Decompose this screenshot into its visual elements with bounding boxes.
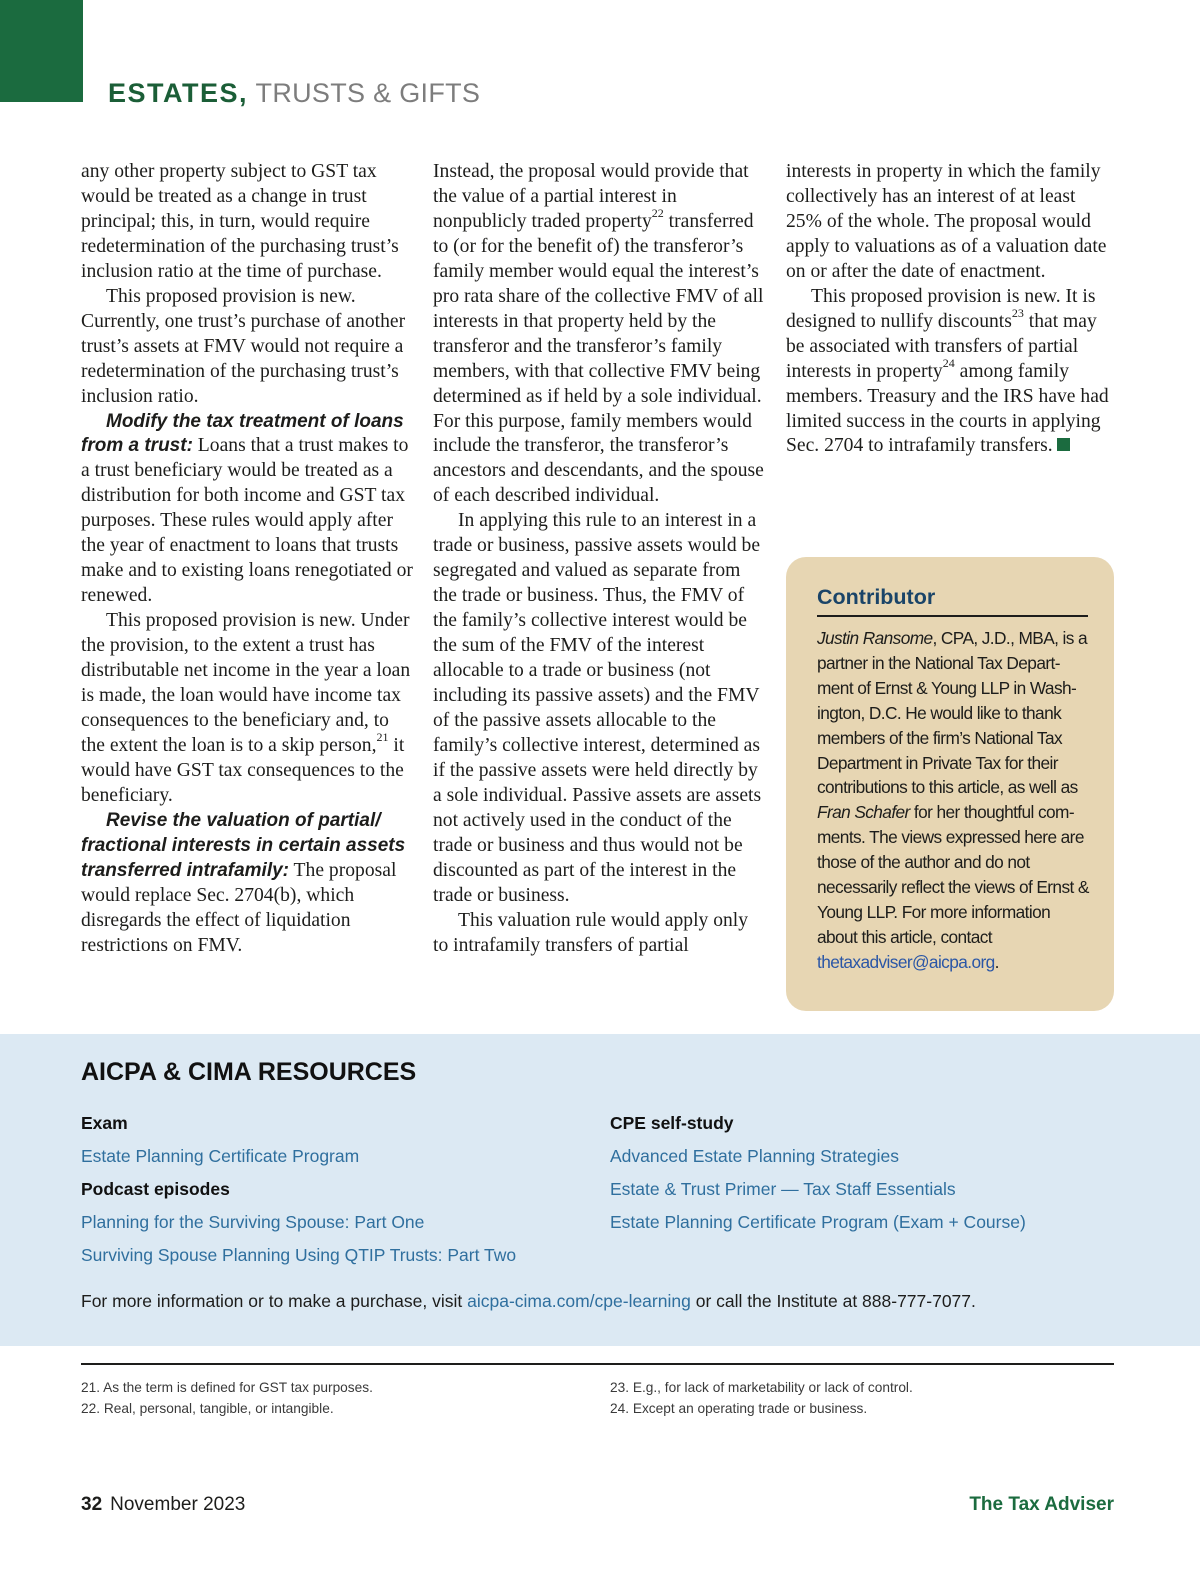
section-header-light: TRUSTS & GIFTS xyxy=(255,78,481,108)
contributor-text-2: for her thoughtful comments. The views expressed here are those of the author and do not necessarily reflect the views of Ernst & Young LLP. For more information about this article, contact xyxy=(817,802,1089,947)
resources-cpe-link-1[interactable]: Advanced Estate Planning Strategies xyxy=(610,1146,899,1166)
section-color-block xyxy=(0,0,83,102)
contributor-thanked: Fran Schafer xyxy=(817,802,910,823)
col2-paragraph-1-text-b: transferred to (or for the benefit of) the transferor’s family member would equal the interest’s pro rata share of the collective FMV of all interests in that property held by the transferor and the transferor’s family members, with that collective FMV being determined as if held by a sole individual. For this purpose, family members would include the transferor, the transferor’s ancestors and descendants, and the spouse of each described individual. xyxy=(433,210,764,507)
page-number: 32 xyxy=(81,1494,103,1515)
column-3 xyxy=(786,160,1116,459)
footnote-divider xyxy=(81,1363,1114,1365)
footnote-ref-22[interactable]: 22 xyxy=(651,206,664,221)
footnote-21: 21. As the term is defined for GST tax purposes. xyxy=(81,1380,373,1395)
col3-paragraph-2-text-c: among family members. Treasury and the IRS have had limited success in the courts in applying Sec. 2704 to intrafamily transfers. xyxy=(786,360,1109,457)
contributor-text-1: , CPA, J.D., MBA, is a partner in the National Tax Department of Ernst & Young LLP in Washington, D.C. He would like to thank members of the firm’s National Tax Department in Private Tax for their contributions to this article, as well as xyxy=(817,628,1088,798)
col1-paragraph-3 xyxy=(81,410,416,610)
footnote-22: 22. Real, personal, tangible, or intangible. xyxy=(81,1401,334,1416)
resources-cpe-link-2[interactable]: Estate & Trust Primer — Tax Staff Essentials xyxy=(610,1179,956,1199)
col2-paragraph-2: In applying this rule to an interest in a trade or business, passive assets would be segregated and valued as separate from the trade or business. Thus, the FMV of the family’s collective interest would be the sum of the FMV of the interest allocable to a trade or business (not including its passive assets) and the FMV of the passive assets allocable to the family’s collective interest, determined as if the passive assets were held directly by a sole individual. Passive assets are assets not actively used in the conduct of the trade or business and thus would not be discounted as part of the interest in the trade or business. xyxy=(433,510,762,906)
resources-footer-text-b: or call the Institute at 888-777-7077. xyxy=(690,1291,976,1311)
resources-cpe-link-3[interactable]: Estate Planning Certificate Program (Exam + Course) xyxy=(610,1212,1026,1232)
column-1 xyxy=(81,160,416,959)
runin-loans-heading: Modify the tax treatment of loans from a trust: xyxy=(81,410,404,457)
footnote-ref-21[interactable]: 21 xyxy=(376,730,389,745)
resources-cpe-heading: CPE self-study xyxy=(610,1113,734,1133)
contributor-title: Contributor xyxy=(817,582,1088,617)
resources-exam-heading: Exam xyxy=(81,1113,128,1133)
col1-paragraph-5-text: The proposal would replace Sec. 2704(b), which disregards the effect of liquidation restrictions on FMV. xyxy=(81,859,397,956)
col2-paragraph-1-text-a: Instead, the proposal would provide that the value of a partial interest in nonpublicly traded property xyxy=(433,161,749,232)
resources-podcast-heading: Podcast episodes xyxy=(81,1179,230,1199)
resources-footer-text-a: For more information or to make a purchase, visit xyxy=(81,1291,468,1311)
contributor-email-link[interactable]: thetaxadviser@aicpa.org xyxy=(817,951,995,972)
col1-paragraph-4 xyxy=(81,609,416,809)
footnote-24: 24. Except an operating trade or business. xyxy=(610,1401,868,1416)
resources-panel xyxy=(0,1034,1200,1346)
col1-paragraph-3-text: Loans that a trust makes to a trust beneficiary would be treated as a distribution for both income and GST tax purposes. These rules would apply after the year of enactment to loans that trusts make and to existing loans renegotiated or renewed. xyxy=(81,435,413,607)
contributor-period: . xyxy=(994,951,999,972)
end-of-article-mark xyxy=(1057,438,1070,451)
col1-paragraph-4-text-b: it would have GST tax consequences to the beneficiary. xyxy=(81,734,405,806)
footnote-23: 23. E.g., for lack of marketability or lack of control. xyxy=(610,1380,913,1395)
col1-paragraph-2: This proposed provision is new. Currently, one trust’s purchase of another trust’s assets at FMV would not require a redetermination of the purchasing trust’s inclusion ratio. xyxy=(81,285,406,407)
issue-date: November 2023 xyxy=(110,1494,246,1515)
col3-paragraph-2-text-b: that may be associated with transfers of partial interests in property xyxy=(786,310,1097,382)
col3-paragraph-2 xyxy=(786,285,1116,460)
resources-exam-link[interactable]: Estate Planning Certificate Program xyxy=(81,1146,360,1166)
resources-title: AICPA & CIMA RESOURCES xyxy=(81,1058,417,1086)
publication-name: The Tax Adviser xyxy=(969,1494,1114,1515)
col3-paragraph-2-text-a: This proposed provision is new. It is designed to nullify discounts xyxy=(786,285,1096,332)
page-footer-left xyxy=(81,1494,245,1516)
resources-footer-note xyxy=(81,1291,976,1312)
section-header xyxy=(108,76,480,110)
col1-paragraph-1: any other property subject to GST tax would be treated as a change in trust principal; this, in turn, would require redetermination of the purchasing trust’s inclusion ratio at the time of purchase. xyxy=(81,161,399,282)
resources-podcast-link-1[interactable]: Planning for the Surviving Spouse: Part One xyxy=(81,1212,425,1232)
col3-paragraph-1: interests in property in which the family collectively has an interest of at least 25% of the whole. The proposal would apply to valuations as of a valuation date on or after the date of enactment. xyxy=(786,161,1107,282)
col1-paragraph-5 xyxy=(81,809,416,959)
section-header-bold: ESTATES, xyxy=(108,78,249,108)
column-2 xyxy=(433,160,768,959)
col2-paragraph-1 xyxy=(433,160,768,509)
footnote-ref-23[interactable]: 23 xyxy=(1011,306,1024,321)
contributor-author: Justin Ransome xyxy=(817,628,933,648)
col1-paragraph-4-text-a: This proposed provision is new. Under the provision, to the extent a trust has distributable net income in the year a loan is made, the loan would have income tax consequences to the beneficiary and, to the extent the loan is to a skip person, xyxy=(81,610,411,756)
resources-podcast-link-2[interactable]: Surviving Spouse Planning Using QTIP Trusts: Part Two xyxy=(81,1245,517,1265)
contributor-bio xyxy=(817,626,1089,975)
footnote-ref-24[interactable]: 24 xyxy=(942,356,955,371)
col2-paragraph-3: This valuation rule would apply only to intrafamily transfers of partial xyxy=(433,909,749,956)
runin-valuation-heading: Revise the valuation of partial/ fractional interests in certain assets transferred intrafamily: xyxy=(81,809,406,881)
contributor-box xyxy=(786,557,1114,1011)
resources-footer-link[interactable]: aicpa-cima.com/cpe-learning xyxy=(467,1291,691,1311)
